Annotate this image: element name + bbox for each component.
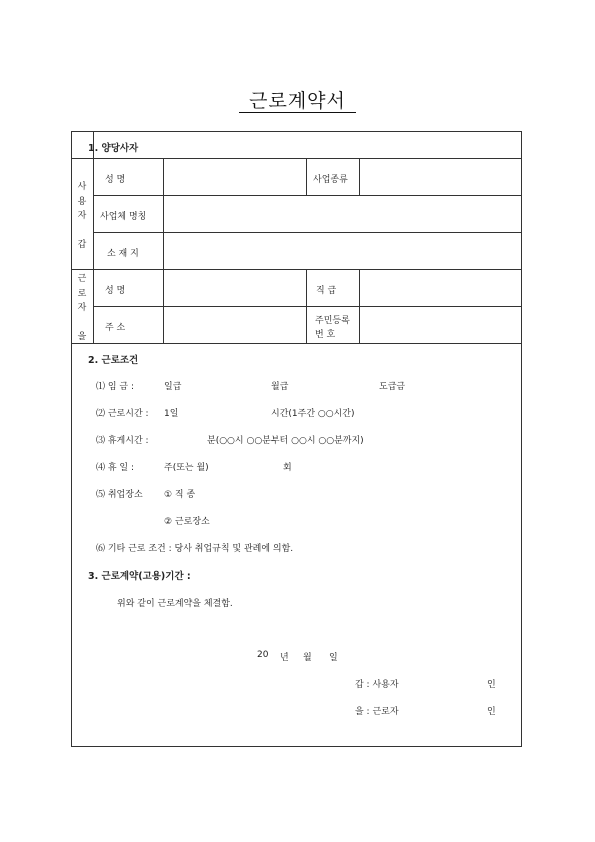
business-type-field[interactable] — [360, 159, 521, 194]
divider — [93, 131, 94, 343]
signature-day-unit: 일 — [329, 653, 338, 663]
employer-label-char: 자 — [77, 211, 87, 221]
resident-number-label: 번 호 — [315, 330, 336, 340]
job-type: ① 직 종 — [164, 490, 196, 500]
title-underline — [239, 112, 356, 113]
employer-label-char: 사 — [77, 182, 87, 192]
employer-seal: 인 — [487, 680, 496, 690]
employee-label-char: 을 — [77, 332, 87, 342]
employee-name-label: 성 명 — [105, 286, 126, 296]
signature-year: 20 — [257, 650, 269, 660]
business-name-label: 사업체 명칭 — [100, 212, 147, 222]
employee-name-field[interactable] — [164, 270, 305, 305]
work-location: ② 근로장소 — [164, 517, 210, 527]
employee-seal: 인 — [487, 707, 496, 717]
employee-label-char — [76, 316, 88, 331]
section-heading-parties: 1. 양당사자 — [88, 143, 139, 154]
section-heading-period: 3. 근로계약(고용)기간 : — [88, 571, 191, 582]
employee-label-char: 자 — [77, 303, 87, 313]
employer-signature-line: 갑 : 사용자 — [355, 680, 399, 690]
wage-daily: 일급 — [164, 382, 182, 392]
section-heading-conditions: 2. 근로조건 — [88, 355, 139, 366]
employee-label-char: 로 — [77, 288, 87, 299]
employee-group-label — [76, 272, 88, 345]
position-label: 직 급 — [316, 286, 337, 296]
resident-number-field[interactable] — [360, 307, 521, 342]
divider — [306, 158, 307, 195]
divider — [71, 343, 522, 344]
business-address-label: 소 재 지 — [107, 249, 139, 259]
employer-label-char: 용 — [77, 196, 87, 207]
holiday-value: 주(또는 월) — [164, 463, 209, 473]
work-hours-label: ⑵ 근로시간 : — [96, 409, 149, 419]
employer-label-char — [76, 224, 88, 239]
work-hours-daily: 1일 — [164, 409, 179, 419]
position-field[interactable] — [360, 270, 521, 305]
workplace-label: ⑸ 취업장소 — [96, 490, 143, 500]
business-name-field[interactable] — [164, 196, 521, 231]
wage-monthly: 월급 — [271, 382, 289, 392]
work-hours-weekly: 시간(1주간 ○○시간) — [271, 409, 355, 419]
agreement-statement: 위와 같이 근로계약을 체결함. — [117, 599, 233, 609]
employer-name-field[interactable] — [164, 159, 305, 194]
document-title: 근로계약서 — [249, 90, 346, 112]
other-conditions: ⑹ 기타 근로 조건 : 당사 취업규칙 및 관례에 의함. — [96, 544, 294, 554]
wage-label: ⑴ 임 금 : — [96, 382, 135, 392]
holiday-unit: 회 — [283, 463, 292, 473]
wage-contract: 도급금 — [379, 382, 406, 392]
business-type-label: 사업종류 — [313, 175, 348, 185]
employer-name-label: 성 명 — [105, 175, 126, 185]
employee-signature-line: 을 : 근로자 — [355, 707, 399, 717]
break-time-value: 분(○○시 ○○분부터 ○○시 ○○분까지) — [207, 436, 364, 446]
holiday-label: ⑷ 휴 일 : — [96, 463, 135, 473]
employee-label-char: 근 — [77, 274, 87, 284]
divider — [306, 269, 307, 343]
business-address-field[interactable] — [164, 233, 521, 268]
signature-year-unit: 년 — [280, 653, 289, 663]
resident-number-label: 주민등록 — [315, 316, 350, 326]
employee-address-label: 주 소 — [105, 323, 126, 333]
employer-group-label — [76, 180, 88, 253]
employer-label-char: 갑 — [77, 240, 87, 250]
employee-address-field[interactable] — [164, 307, 305, 342]
signature-month-unit: 월 — [303, 653, 312, 663]
break-time-label: ⑶ 휴게시간 : — [96, 436, 149, 446]
